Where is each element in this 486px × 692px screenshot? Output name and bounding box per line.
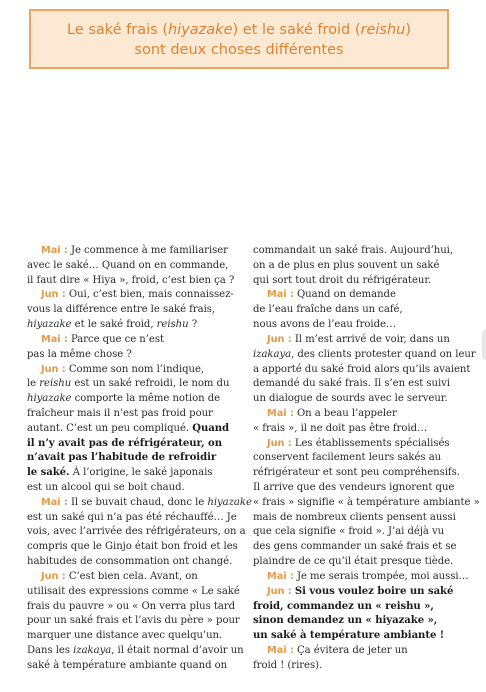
title-line-1: Le saké frais (hiyazake) et le saké froid (reishu) [66, 22, 412, 38]
text-line [253, 348, 476, 363]
text-segment: compris que le Ginjo était bon froid et les [27, 541, 238, 553]
text-line [253, 259, 465, 274]
text-segment: hiyazake [207, 496, 252, 508]
text-segment: a apporté du saké froid alors qu’ils avaient [253, 363, 471, 375]
text-segment: Quand on demande [293, 289, 396, 301]
text-segment: que cela signifie « froid ». J’ai déjà vu [253, 526, 445, 538]
speaker-label-mai: Mai : [41, 496, 68, 508]
text-segment: Dans les [27, 644, 74, 656]
text-line [27, 363, 239, 378]
text-segment: pas la même chose ? [27, 348, 132, 360]
text-line [27, 629, 239, 644]
text-line [27, 511, 239, 526]
text-segment: avec le saké… Quand on en commande, [27, 259, 229, 271]
text-segment: pour un saké frais et l’avis du père » pour [27, 615, 240, 627]
text-segment: Il m’est arrivé de voir, dans un [291, 333, 450, 345]
text-segment: hiyazake [27, 319, 72, 331]
text-segment: Comme son nom l’indique, [65, 363, 205, 375]
text-line [27, 525, 246, 540]
text-segment: vous la différence entre le saké frais, [27, 304, 216, 316]
text-line [253, 407, 465, 422]
speaker-label-mai: Mai : [267, 644, 294, 656]
text-line [27, 333, 239, 348]
text-segment: habitudes de consommation ont changé. [27, 556, 233, 568]
text-segment: un saké à température ambiante ! [253, 630, 445, 642]
page-edge-tab [482, 330, 486, 360]
text-segment: C’est bien cela. Avant, on [65, 570, 198, 582]
text-line [253, 274, 465, 289]
text-segment: froid, commandez un « reishu », [253, 600, 434, 612]
text-segment: On a beau l’appeler [293, 407, 397, 419]
text-line [27, 585, 239, 600]
text-line [27, 259, 239, 274]
text-segment: frais du pauvre » ou « On verra plus tard [27, 600, 236, 612]
text-segment: n’avait pas l’habitude de refroidir [27, 452, 217, 464]
text-segment: un dialogue de sourds avec le serveur. [253, 393, 448, 405]
text-line [27, 422, 239, 437]
speaker-label-mai: Mai : [41, 245, 68, 256]
text-segment: de l’eau fraîche dans un café, [253, 304, 403, 316]
text-segment: Je commence à me familiariser [67, 245, 228, 256]
text-line [27, 274, 239, 289]
text-line [27, 377, 239, 392]
text-line [27, 481, 239, 496]
text-segment: le saké. [27, 467, 70, 479]
text-line [253, 363, 471, 378]
text-segment: fraîcheur mais il n’est pas froid pour [27, 407, 213, 419]
text-segment: À l’origine, le saké japonais [69, 467, 213, 479]
text-line [253, 466, 465, 481]
text-line [253, 540, 465, 555]
text-segment: marquer une distance avec quelqu’un. [27, 630, 223, 642]
text-segment: Quand [192, 422, 230, 434]
speaker-label-jun: Jun : [41, 570, 66, 582]
text-line [253, 481, 465, 496]
text-segment: Je me serais trompée, moi aussi… [293, 570, 469, 582]
text-segment: comporte la même notion de [71, 393, 221, 405]
section-title-box [29, 9, 449, 69]
text-segment: qui sort tout droit du réfrigérateur. [253, 274, 432, 286]
text-segment: utilisait des expressions comme « Le saké [27, 585, 240, 597]
text-segment: autant. C’est un peu compliqué. [27, 422, 193, 434]
text-line [253, 600, 465, 615]
dialogue-column-right [253, 244, 480, 674]
text-segment: vois, avec l’arrivée des réfrigérateurs, on a [27, 526, 246, 538]
text-segment: réfrigérateur et sont peu compréhensifs. [253, 467, 460, 479]
text-segment: Si vous voulez boire un saké [294, 585, 454, 597]
text-line [253, 377, 465, 392]
text-line [253, 585, 465, 600]
text-segment: izakaya [73, 644, 112, 656]
text-line [27, 614, 239, 629]
text-segment: , des clients protester quand on leur [291, 348, 476, 360]
speaker-label-jun: Jun : [267, 437, 292, 449]
text-line [27, 348, 239, 363]
text-line [27, 244, 239, 259]
text-segment: conservent facilement leurs sakés au [253, 452, 442, 464]
text-line [27, 644, 244, 659]
text-line [27, 288, 239, 303]
text-segment: on a de plus en plus souvent un saké [253, 259, 440, 271]
text-line [253, 318, 465, 333]
text-line [253, 525, 465, 540]
text-line [27, 303, 239, 318]
speaker-label-jun: Jun : [267, 585, 292, 597]
text-line [253, 288, 465, 303]
text-line [253, 333, 465, 348]
text-segment: des gens commander un saké frais et se [253, 541, 457, 553]
text-segment: Il se buvait chaud, donc le [67, 496, 208, 508]
speaker-label-jun: Jun : [41, 363, 66, 375]
text-segment: et le saké froid, [71, 319, 157, 331]
text-segment: « frais » signifie « à température ambiante » [253, 496, 480, 508]
text-line [27, 407, 239, 422]
text-line [27, 540, 239, 555]
text-line [27, 318, 239, 333]
speaker-label-jun: Jun : [41, 289, 66, 301]
text-line [253, 422, 465, 437]
text-line [253, 244, 465, 259]
text-line [27, 659, 239, 674]
text-segment: reishu [39, 378, 72, 390]
text-line [253, 303, 465, 318]
speaker-label-mai: Mai : [267, 570, 294, 582]
speaker-label-mai: Mai : [267, 407, 294, 419]
text-line [253, 570, 469, 585]
speaker-label-mai: Mai : [267, 289, 294, 301]
text-segment: froid ! (rires). [253, 659, 323, 671]
text-segment: « frais », il ne doit pas être froid… [253, 422, 428, 434]
text-segment: Les établissements spécialisés [291, 437, 450, 449]
text-segment: nous avons de l’eau froide… [253, 319, 396, 331]
text-line [27, 555, 239, 570]
text-segment: demandé du saké frais. Il s’en est suivi [253, 378, 450, 390]
text-segment: Oui, c’est bien, mais connaissez- [65, 289, 234, 301]
text-segment: est un saké refroidi, le nom du [71, 378, 230, 390]
title-line-2: sont deux choses différentes [134, 42, 344, 58]
text-line [253, 511, 465, 526]
text-line [27, 451, 239, 466]
dialogue-column-left [27, 244, 252, 674]
text-line [253, 496, 480, 511]
text-line [253, 392, 465, 407]
text-segment: il n’y avait pas de réfrigérateur, on [27, 437, 222, 449]
text-segment: hiyazake [27, 393, 72, 405]
text-line [27, 496, 252, 511]
text-segment: ? [188, 319, 198, 331]
text-segment: Il arrive que des vendeurs ignorent que [253, 482, 455, 493]
speaker-label-mai: Mai : [41, 333, 68, 345]
text-segment: il faut dire « Hiya », froid, c’est bien ça ? [27, 274, 235, 286]
speaker-label-jun: Jun : [267, 333, 292, 345]
text-segment: reishu [156, 319, 189, 331]
text-segment: le [27, 378, 40, 390]
text-line [27, 392, 239, 407]
text-line [253, 659, 465, 674]
text-segment: sinon demandez un « hiyazake », [253, 615, 438, 627]
text-line [253, 644, 465, 659]
text-line [27, 466, 239, 481]
text-line [253, 451, 465, 466]
text-line [253, 555, 465, 570]
text-segment: plaindre de ce qu’il était presque tiède. [253, 556, 454, 568]
text-segment: est un alcool qui se boit chaud. [27, 482, 185, 493]
text-segment: est un saké qui n’a pas été réchauffé… Je [27, 511, 237, 523]
text-segment: saké à température ambiante quand on [27, 659, 228, 671]
text-segment: commandait un saké frais. Aujourd’hui, [253, 245, 454, 256]
text-segment: izakaya [253, 348, 292, 360]
text-line [27, 437, 239, 452]
text-segment: Ça évitera de jeter un [293, 644, 408, 656]
text-line [253, 614, 465, 629]
text-line [253, 629, 465, 644]
text-segment: mais de nombreux clients pensent aussi [253, 511, 456, 523]
text-line [27, 600, 239, 615]
text-line [253, 437, 465, 452]
text-segment: Parce que ce n’est [67, 333, 164, 345]
text-segment: , il était normal d’avoir un [111, 644, 244, 656]
text-line [27, 570, 239, 585]
